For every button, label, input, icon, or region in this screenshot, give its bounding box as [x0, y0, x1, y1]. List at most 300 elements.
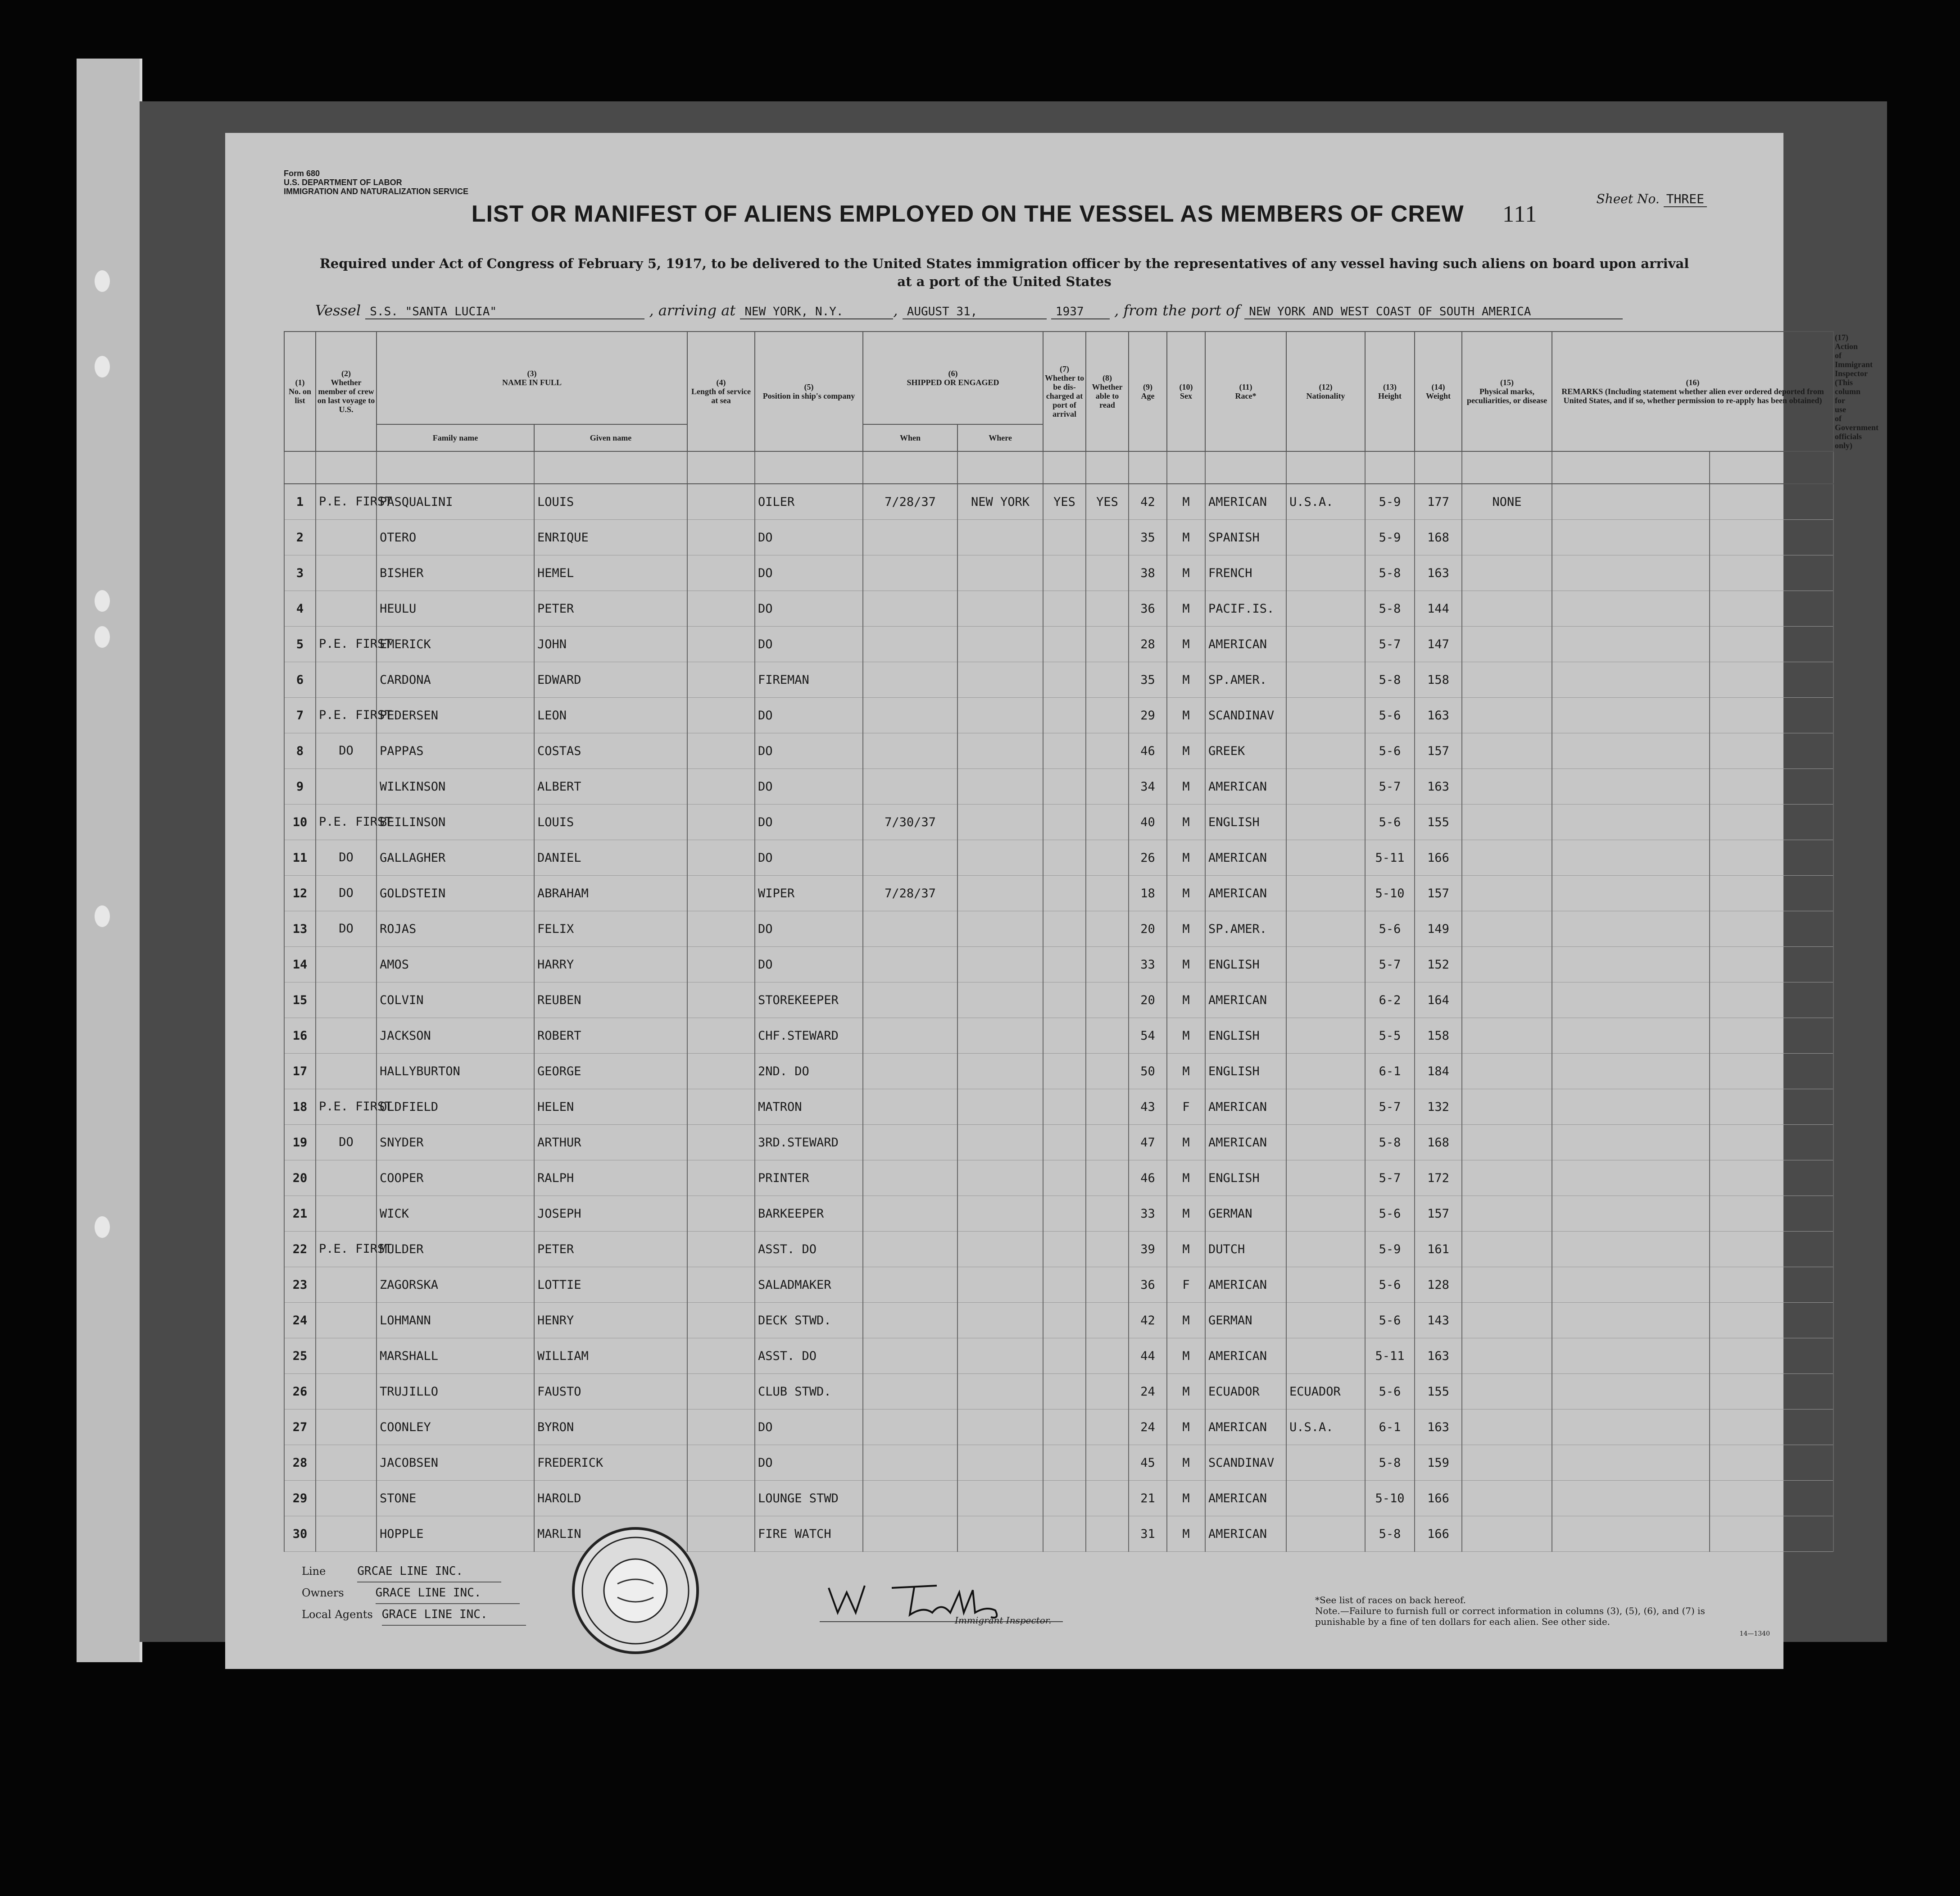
position-cell: MATRON	[755, 1089, 863, 1125]
service-length-cell	[687, 1338, 755, 1374]
previous-voyage-cell: P.E. FIRST	[316, 1089, 377, 1125]
age-cell: 39	[1129, 1232, 1167, 1267]
previous-voyage-cell	[316, 1267, 377, 1303]
sheet-no-value: THREE	[1664, 191, 1707, 207]
able-to-read-cell	[1086, 1338, 1129, 1374]
previous-voyage-cell: DO	[316, 840, 377, 876]
given-name-cell: HENRY	[534, 1303, 687, 1338]
row-number: 24	[284, 1303, 316, 1338]
nationality-cell	[1286, 1232, 1365, 1267]
race-cell: SP.AMER.	[1205, 662, 1286, 698]
race-cell: SCANDINAV	[1205, 698, 1286, 733]
nationality-cell	[1286, 555, 1365, 591]
age-cell: 24	[1129, 1409, 1167, 1445]
footer-block	[302, 1561, 526, 1626]
vessel-line: Vessel S.S. "SANTA LUCIA" , arriving at NEW YORK, N.Y. , AUGUST 31, 1937 , from the port of NEW YORK AND WEST COAST OF SOUTH AMERICA	[315, 302, 1747, 319]
weight-cell: 163	[1415, 555, 1462, 591]
nationality-cell	[1286, 1516, 1365, 1552]
race-cell: AMERICAN	[1205, 1516, 1286, 1552]
inspector-label: Immigrant Inspector.	[955, 1615, 1052, 1626]
weight-cell: 184	[1415, 1054, 1462, 1089]
physical-marks-cell	[1462, 733, 1552, 769]
nationality-cell	[1286, 1089, 1365, 1125]
position-cell: DO	[755, 769, 863, 805]
row-number: 7	[284, 698, 316, 733]
discharged-cell	[1043, 876, 1086, 911]
shipped-when-cell	[863, 1267, 957, 1303]
col-previous-voyage: (2) Whether member of crew on last voyage to U.S.	[316, 332, 377, 451]
physical-marks-cell	[1462, 1445, 1552, 1481]
shipped-where-cell	[957, 627, 1043, 662]
crew-row	[284, 982, 1833, 1018]
inspector-action-cell	[1710, 840, 1833, 876]
shipped-when-cell	[863, 840, 957, 876]
physical-marks-cell	[1462, 627, 1552, 662]
family-name-cell: GOLDSTEIN	[377, 876, 534, 911]
previous-voyage-cell	[316, 1160, 377, 1196]
nationality-cell	[1286, 1303, 1365, 1338]
sex-cell: M	[1167, 484, 1205, 520]
race-cell: ENGLISH	[1205, 1018, 1286, 1054]
shipped-where-cell	[957, 1409, 1043, 1445]
nationality-cell: ECUADOR	[1286, 1374, 1365, 1409]
physical-marks-cell	[1462, 911, 1552, 947]
sex-cell: M	[1167, 769, 1205, 805]
age-cell: 18	[1129, 876, 1167, 911]
weight-cell: 168	[1415, 520, 1462, 555]
sex-cell: M	[1167, 1018, 1205, 1054]
previous-voyage-cell: P.E. FIRST	[316, 484, 377, 520]
discharged-cell	[1043, 1196, 1086, 1232]
discharged-cell	[1043, 555, 1086, 591]
family-name-cell: WILKINSON	[377, 769, 534, 805]
physical-marks-cell	[1462, 591, 1552, 627]
row-number: 14	[284, 947, 316, 982]
physical-marks-cell	[1462, 1089, 1552, 1125]
nationality-cell	[1286, 1125, 1365, 1160]
remarks-cell	[1552, 876, 1710, 911]
height-cell: 5-7	[1365, 1089, 1415, 1125]
given-name-cell: DANIEL	[534, 840, 687, 876]
given-name-cell: RALPH	[534, 1160, 687, 1196]
weight-cell: 163	[1415, 698, 1462, 733]
height-cell: 5-9	[1365, 520, 1415, 555]
previous-voyage-cell	[316, 1516, 377, 1552]
family-name-cell: HEULU	[377, 591, 534, 627]
physical-marks-cell	[1462, 1303, 1552, 1338]
service-length-cell	[687, 555, 755, 591]
col-age: (9) Age	[1129, 332, 1167, 451]
previous-voyage-cell	[316, 1445, 377, 1481]
sex-cell: M	[1167, 840, 1205, 876]
discharged-cell	[1043, 1516, 1086, 1552]
crew-row	[284, 484, 1833, 520]
race-cell: GERMAN	[1205, 1303, 1286, 1338]
shipped-where-cell	[957, 1516, 1043, 1552]
age-cell: 42	[1129, 484, 1167, 520]
given-name-cell: BYRON	[534, 1409, 687, 1445]
line-value: GRCAE LINE INC.	[357, 1561, 501, 1582]
shipped-when-cell	[863, 555, 957, 591]
inspector-action-cell	[1710, 769, 1833, 805]
service-length-cell	[687, 1125, 755, 1160]
given-name-cell: FAUSTO	[534, 1374, 687, 1409]
position-cell: PRINTER	[755, 1160, 863, 1196]
col-sex: (10) Sex	[1167, 332, 1205, 451]
previous-voyage-cell	[316, 1303, 377, 1338]
age-cell: 36	[1129, 1267, 1167, 1303]
shipped-when-cell	[863, 1445, 957, 1481]
race-cell: ENGLISH	[1205, 947, 1286, 982]
remarks-cell	[1552, 947, 1710, 982]
weight-cell: 166	[1415, 840, 1462, 876]
able-to-read-cell	[1086, 947, 1129, 982]
row-number: 10	[284, 805, 316, 840]
weight-cell: 163	[1415, 1409, 1462, 1445]
able-to-read-cell	[1086, 733, 1129, 769]
binding-strip	[77, 59, 142, 1662]
crew-row	[284, 1516, 1833, 1552]
remarks-cell	[1552, 1054, 1710, 1089]
sex-cell: M	[1167, 1160, 1205, 1196]
weight-cell: 158	[1415, 662, 1462, 698]
family-name-cell: ROJAS	[377, 911, 534, 947]
crew-row	[284, 1160, 1833, 1196]
col-shipped-or-engaged: (6) SHIPPED OR ENGAGED	[863, 332, 1043, 424]
inspector-action-cell	[1710, 1232, 1833, 1267]
family-name-cell: CARDONA	[377, 662, 534, 698]
sex-cell: M	[1167, 1516, 1205, 1552]
remarks-cell	[1552, 1303, 1710, 1338]
shipped-where-cell	[957, 1160, 1043, 1196]
position-cell: CLUB STWD.	[755, 1374, 863, 1409]
physical-marks-cell	[1462, 520, 1552, 555]
shipped-where-cell	[957, 1018, 1043, 1054]
discharged-cell	[1043, 1338, 1086, 1374]
race-cell: AMERICAN	[1205, 769, 1286, 805]
able-to-read-cell	[1086, 1232, 1129, 1267]
age-cell: 31	[1129, 1516, 1167, 1552]
sex-cell: M	[1167, 733, 1205, 769]
discharged-cell	[1043, 769, 1086, 805]
able-to-read-cell	[1086, 698, 1129, 733]
col-able-to-read: (8) Whether able to read	[1086, 332, 1129, 451]
age-cell: 28	[1129, 627, 1167, 662]
able-to-read-cell	[1086, 876, 1129, 911]
shipped-where-cell	[957, 555, 1043, 591]
given-name-cell: HEMEL	[534, 555, 687, 591]
service-length-cell	[687, 1089, 755, 1125]
shipped-when-cell	[863, 662, 957, 698]
inspector-action-cell	[1710, 1445, 1833, 1481]
physical-marks-cell	[1462, 662, 1552, 698]
race-cell: PACIF.IS.	[1205, 591, 1286, 627]
inspector-action-cell	[1710, 627, 1833, 662]
discharged-cell	[1043, 591, 1086, 627]
sex-cell: M	[1167, 627, 1205, 662]
age-cell: 33	[1129, 1196, 1167, 1232]
shipped-when-cell	[863, 769, 957, 805]
given-name-cell: FELIX	[534, 911, 687, 947]
age-cell: 47	[1129, 1125, 1167, 1160]
agents-label: Local Agents	[302, 1608, 373, 1621]
height-cell: 5-7	[1365, 627, 1415, 662]
service-length-cell	[687, 662, 755, 698]
row-number: 28	[284, 1445, 316, 1481]
height-cell: 5-6	[1365, 805, 1415, 840]
previous-voyage-cell	[316, 520, 377, 555]
position-cell: DO	[755, 520, 863, 555]
position-cell: DO	[755, 698, 863, 733]
previous-voyage-cell	[316, 769, 377, 805]
able-to-read-cell	[1086, 769, 1129, 805]
inspector-action-cell	[1710, 1125, 1833, 1160]
service-length-cell	[687, 911, 755, 947]
crew-rows	[284, 451, 1833, 1552]
shipped-where-cell	[957, 1267, 1043, 1303]
height-cell: 5-6	[1365, 1374, 1415, 1409]
position-cell: DO	[755, 947, 863, 982]
crew-row	[284, 1303, 1833, 1338]
sex-cell: M	[1167, 1338, 1205, 1374]
shipped-where-cell	[957, 1054, 1043, 1089]
remarks-cell	[1552, 484, 1710, 520]
height-cell: 5-8	[1365, 1516, 1415, 1552]
inspector-action-cell	[1710, 484, 1833, 520]
family-name-cell: PEDERSEN	[377, 698, 534, 733]
binding-hole	[95, 270, 110, 292]
document-title	[225, 200, 1783, 227]
document-subtitle: Required under Act of Congress of February 5, 1917, to be delivered to the United States immigration officer by the representatives of any vessel having such aliens on board upon arrival at a port of the United States	[319, 256, 1689, 289]
position-cell: LOUNGE STWD	[755, 1481, 863, 1516]
shipped-where-cell	[957, 947, 1043, 982]
remarks-cell	[1552, 1018, 1710, 1054]
inspector-action-cell	[1710, 591, 1833, 627]
row-number: 20	[284, 1160, 316, 1196]
family-name-cell: LOHMANN	[377, 1303, 534, 1338]
nationality-cell	[1286, 982, 1365, 1018]
weight-cell: 161	[1415, 1232, 1462, 1267]
physical-marks-cell	[1462, 1018, 1552, 1054]
col-when: When	[863, 424, 957, 451]
previous-voyage-cell: P.E. FIRST	[316, 698, 377, 733]
discharged-cell	[1043, 1374, 1086, 1409]
sex-cell: M	[1167, 982, 1205, 1018]
able-to-read-cell	[1086, 805, 1129, 840]
weight-cell: 166	[1415, 1481, 1462, 1516]
previous-voyage-cell	[316, 591, 377, 627]
remarks-cell	[1552, 1409, 1710, 1445]
inspector-action-cell	[1710, 733, 1833, 769]
remarks-cell	[1552, 840, 1710, 876]
shipped-where-cell	[957, 733, 1043, 769]
able-to-read-cell	[1086, 840, 1129, 876]
shipped-when-cell	[863, 947, 957, 982]
height-cell: 5-8	[1365, 591, 1415, 627]
physical-marks-cell	[1462, 1481, 1552, 1516]
family-name-cell: BISHER	[377, 555, 534, 591]
given-name-cell: GEORGE	[534, 1054, 687, 1089]
sex-cell: M	[1167, 1409, 1205, 1445]
inspector-action-cell	[1710, 1374, 1833, 1409]
sex-cell: M	[1167, 1196, 1205, 1232]
position-cell: DO	[755, 840, 863, 876]
sex-cell: M	[1167, 555, 1205, 591]
position-cell: ASST. DO	[755, 1232, 863, 1267]
physical-marks-cell	[1462, 1125, 1552, 1160]
race-cell: GREEK	[1205, 733, 1286, 769]
height-cell: 6-1	[1365, 1409, 1415, 1445]
inspector-action-cell	[1710, 1481, 1833, 1516]
shipped-where-cell	[957, 1445, 1043, 1481]
nationality-cell	[1286, 662, 1365, 698]
inspector-signature-block	[820, 1579, 1099, 1626]
sex-cell: M	[1167, 698, 1205, 733]
inspector-action-cell	[1710, 947, 1833, 982]
weight-cell: 128	[1415, 1267, 1462, 1303]
arriving-port: NEW YORK, N.Y.	[740, 305, 893, 319]
nationality-cell	[1286, 1054, 1365, 1089]
remarks-cell	[1552, 769, 1710, 805]
shipped-when-cell	[863, 1516, 957, 1552]
previous-voyage-cell	[316, 555, 377, 591]
weight-cell: 149	[1415, 911, 1462, 947]
race-cell: AMERICAN	[1205, 1338, 1286, 1374]
weight-cell: 157	[1415, 876, 1462, 911]
service-length-cell	[687, 1018, 755, 1054]
row-number: 12	[284, 876, 316, 911]
weight-cell: 152	[1415, 947, 1462, 982]
nationality-cell	[1286, 1481, 1365, 1516]
sheet-label: Sheet No.	[1596, 191, 1660, 206]
family-name-cell: BEILINSON	[377, 805, 534, 840]
given-name-cell: FREDERICK	[534, 1445, 687, 1481]
manifest-sheet	[225, 133, 1824, 1669]
height-cell: 5-6	[1365, 911, 1415, 947]
seal-graphic	[575, 1530, 696, 1651]
service-length-cell	[687, 1481, 755, 1516]
age-cell: 38	[1129, 555, 1167, 591]
sex-cell: M	[1167, 911, 1205, 947]
race-cell: FRENCH	[1205, 555, 1286, 591]
penalty-note: Note.—Failure to furnish full or correct information in columns (3), (5), (6), and (7) is punishable by a fine of ten dollars for each alien. See other side.	[1315, 1605, 1705, 1627]
shipped-where-cell	[957, 1196, 1043, 1232]
title-text: LIST OR MANIFEST OF ALIENS EMPLOYED ON THE VESSEL AS MEMBERS OF CREW	[471, 201, 1464, 227]
crew-row	[284, 911, 1833, 947]
height-cell: 5-7	[1365, 769, 1415, 805]
service-length-cell	[687, 1160, 755, 1196]
crew-row	[284, 1445, 1833, 1481]
family-name-cell: GALLAGHER	[377, 840, 534, 876]
inspector-action-cell	[1710, 1303, 1833, 1338]
race-cell: DUTCH	[1205, 1232, 1286, 1267]
service-length-cell	[687, 591, 755, 627]
previous-voyage-cell: DO	[316, 733, 377, 769]
shipped-when-cell	[863, 1374, 957, 1409]
col-where: Where	[957, 424, 1043, 451]
discharged-cell	[1043, 982, 1086, 1018]
family-name-cell: OLDFIELD	[377, 1089, 534, 1125]
family-name-cell: MULDER	[377, 1232, 534, 1267]
race-cell: ENGLISH	[1205, 805, 1286, 840]
service-length-cell	[687, 1267, 755, 1303]
height-cell: 5-6	[1365, 1196, 1415, 1232]
race-cell: AMERICAN	[1205, 1409, 1286, 1445]
arriving-label: , arriving at	[649, 302, 736, 319]
position-cell: DECK STWD.	[755, 1303, 863, 1338]
previous-voyage-cell	[316, 1409, 377, 1445]
able-to-read-cell	[1086, 555, 1129, 591]
col-position: (5) Position in ship's company	[755, 332, 863, 451]
remarks-cell	[1552, 911, 1710, 947]
shipped-where-cell	[957, 1232, 1043, 1267]
position-cell: FIRE WATCH	[755, 1516, 863, 1552]
age-cell: 35	[1129, 520, 1167, 555]
age-cell: 54	[1129, 1018, 1167, 1054]
height-cell: 5-6	[1365, 698, 1415, 733]
height-cell: 5-9	[1365, 1232, 1415, 1267]
race-cell: SPANISH	[1205, 520, 1286, 555]
previous-voyage-cell: P.E. FIRST	[316, 805, 377, 840]
given-name-cell: LOUIS	[534, 484, 687, 520]
crew-row	[284, 627, 1833, 662]
crew-row	[284, 520, 1833, 555]
sex-cell: M	[1167, 1303, 1205, 1338]
height-cell: 6-1	[1365, 1054, 1415, 1089]
previous-voyage-cell	[316, 1338, 377, 1374]
discharged-cell	[1043, 1481, 1086, 1516]
col-race: (11) Race*	[1205, 332, 1286, 451]
family-name-cell: ZAGORSKA	[377, 1267, 534, 1303]
form-info	[284, 169, 468, 196]
position-cell: DO	[755, 591, 863, 627]
discharged-cell	[1043, 1160, 1086, 1196]
physical-marks-cell	[1462, 1160, 1552, 1196]
position-cell: 2ND. DO	[755, 1054, 863, 1089]
weight-cell: 159	[1415, 1445, 1462, 1481]
discharged-cell	[1043, 627, 1086, 662]
weight-cell: 132	[1415, 1089, 1462, 1125]
able-to-read-cell	[1086, 1445, 1129, 1481]
sex-cell: M	[1167, 947, 1205, 982]
family-name-cell: SNYDER	[377, 1125, 534, 1160]
crew-row	[284, 662, 1833, 698]
age-cell: 24	[1129, 1374, 1167, 1409]
row-number: 27	[284, 1409, 316, 1445]
shipped-where-cell	[957, 876, 1043, 911]
physical-marks-cell	[1462, 1196, 1552, 1232]
able-to-read-cell	[1086, 1089, 1129, 1125]
col-weight: (14) Weight	[1415, 332, 1462, 451]
race-cell: AMERICAN	[1205, 484, 1286, 520]
row-number: 11	[284, 840, 316, 876]
arrival-date: AUGUST 31,	[903, 305, 1047, 319]
shipped-when-cell	[863, 1303, 957, 1338]
sex-cell: M	[1167, 591, 1205, 627]
service-length-cell	[687, 698, 755, 733]
crew-row	[284, 1267, 1833, 1303]
able-to-read-cell: YES	[1086, 484, 1129, 520]
weight-cell: 147	[1415, 627, 1462, 662]
row-number: 4	[284, 591, 316, 627]
family-name-cell: EMERICK	[377, 627, 534, 662]
physical-marks-cell	[1462, 1054, 1552, 1089]
remarks-cell	[1552, 520, 1710, 555]
row-number: 30	[284, 1516, 316, 1552]
nationality-cell	[1286, 1196, 1365, 1232]
service-length-cell	[687, 627, 755, 662]
physical-marks-cell	[1462, 1374, 1552, 1409]
